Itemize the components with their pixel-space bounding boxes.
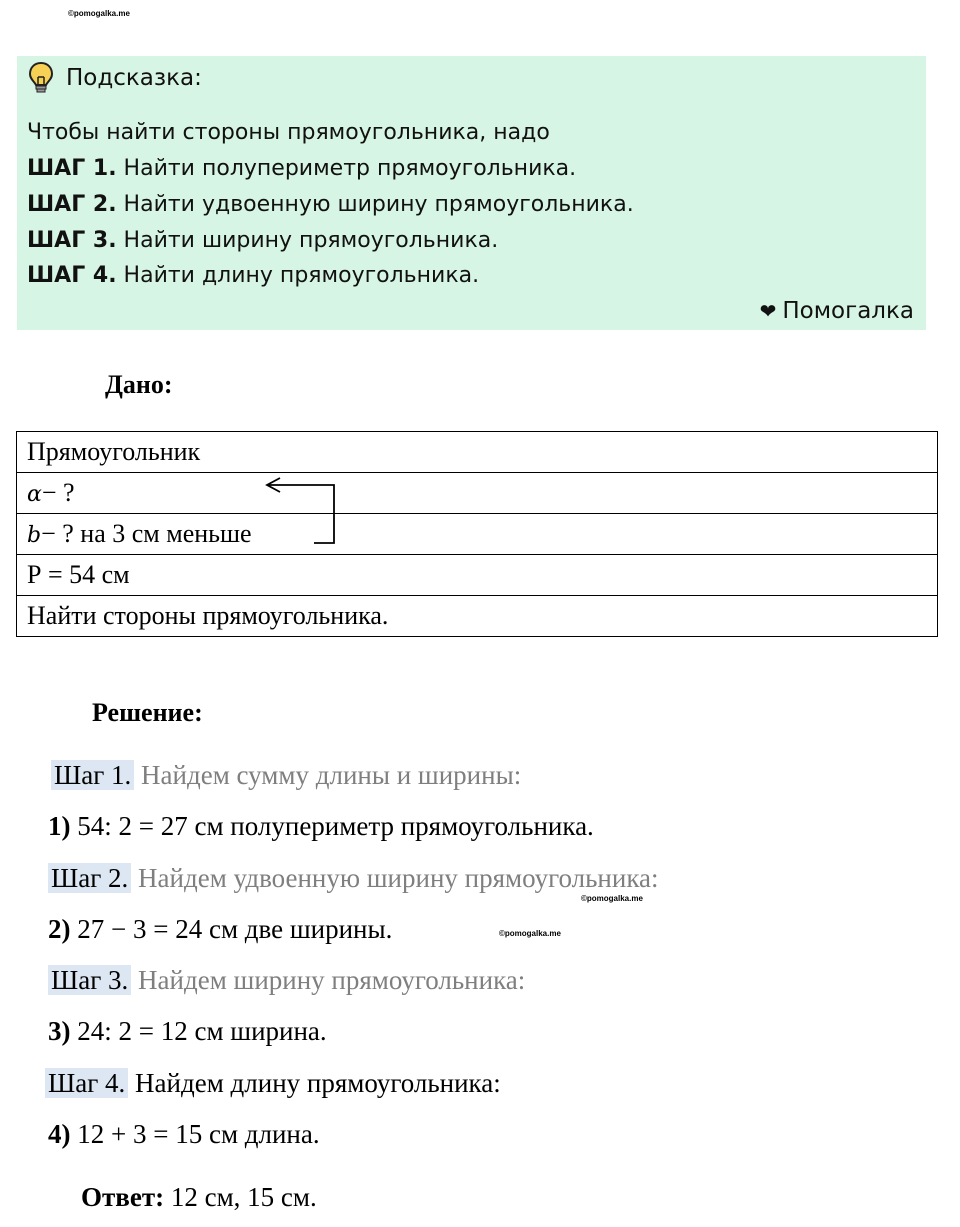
- hint-intro: Чтобы найти стороны прямоугольника, надо: [27, 120, 550, 145]
- table-row: Прямоугольник: [17, 432, 938, 473]
- step-1-calc: 1) 54: 2 = 27 см полупериметр прямоугольника.: [48, 811, 594, 841]
- step-4-calc: 4) 12 + 3 = 15 см длина.: [48, 1119, 320, 1149]
- heart-icon: ❤: [759, 299, 777, 323]
- answer: Ответ: 12 см, 15 см.: [81, 1182, 317, 1212]
- hint-box: [17, 56, 926, 330]
- step-4-heading: Шаг 4. Найдем длину прямоугольника:: [45, 1068, 501, 1099]
- watermark: ©pomogalka.me: [68, 9, 130, 18]
- hint-title: Подсказка:: [66, 65, 202, 91]
- table-row: Найти стороны прямоугольника.: [17, 596, 938, 637]
- step-1-heading: Шаг 1. Найдем сумму длины и ширины:: [51, 760, 521, 791]
- lightbulb-icon: [28, 61, 54, 99]
- hint-step-2: ШАГ 2. Найти удвоенную ширину прямоугольника.: [27, 192, 634, 217]
- given-table: [16, 431, 938, 637]
- comparison-arrow: [262, 472, 342, 547]
- step-2-heading: Шаг 2. Найдем удвоенную ширину прямоугольника:: [48, 863, 659, 894]
- watermark: ©pomogalka.me: [499, 929, 561, 938]
- table-row: 𝛼− ?: [17, 473, 938, 514]
- step-3-calc: 3) 24: 2 = 12 см ширина.: [48, 1016, 327, 1046]
- hint-step-1: ШАГ 1. Найти полупериметр прямоугольника.: [27, 156, 577, 181]
- table-row: Р = 54 см: [17, 555, 938, 596]
- table-row: 𝑏− ? на 3 см меньше: [17, 514, 938, 555]
- given-title: Дано:: [105, 370, 173, 399]
- brand-signature: ❤ Помогалка: [759, 298, 914, 324]
- hint-step-3: ШАГ 3. Найти ширину прямоугольника.: [27, 228, 499, 253]
- watermark: ©pomogalka.me: [581, 894, 643, 903]
- solution-title: Решение:: [92, 698, 203, 727]
- hint-step-4: ШАГ 4. Найти длину прямоугольника.: [27, 263, 480, 288]
- step-3-heading: Шаг 3. Найдем ширину прямоугольника:: [48, 965, 525, 996]
- step-2-calc: 2) 27 − 3 = 24 см две ширины.: [48, 914, 393, 944]
